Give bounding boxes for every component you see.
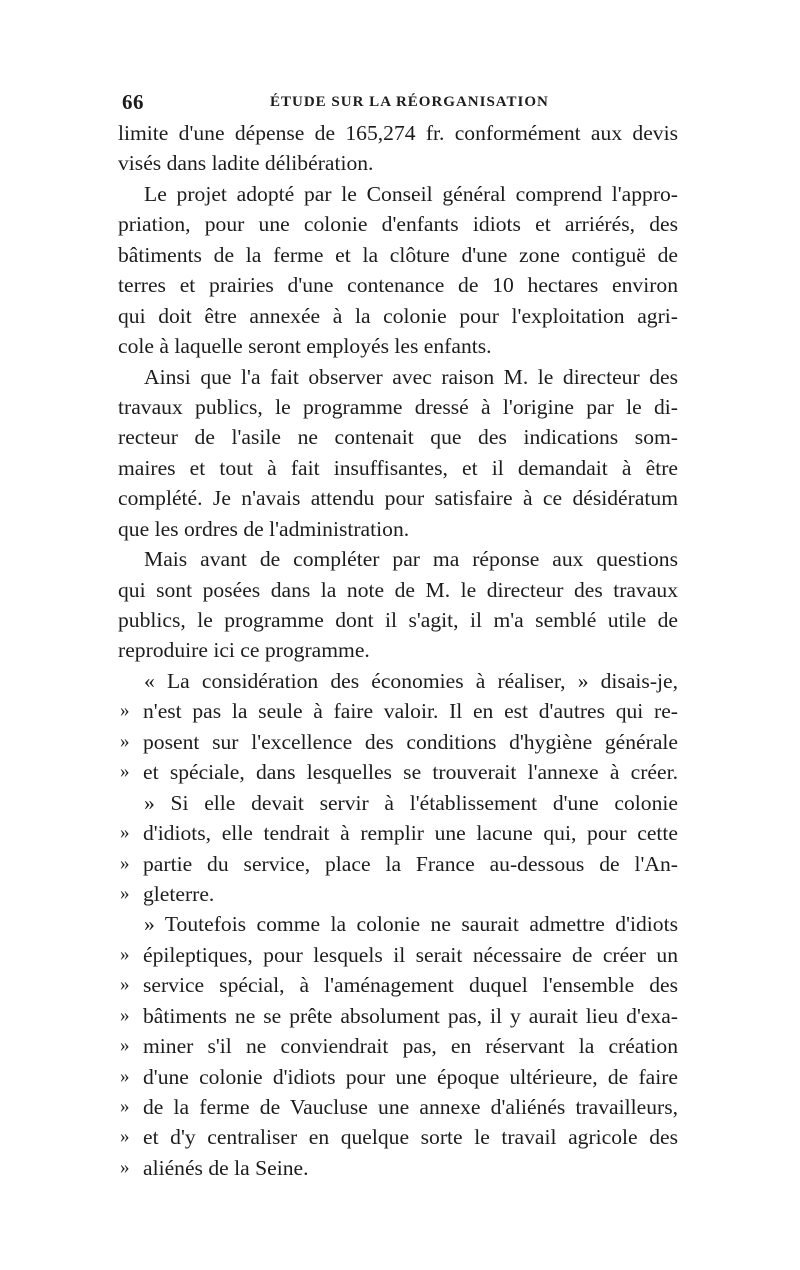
text-line xyxy=(118,727,678,757)
quote-continuation-mark: » xyxy=(120,1035,130,1057)
line-text: bâtiments de la ferme et la clôture d'une zone contiguë de xyxy=(118,242,678,267)
line-text: service spécial, à l'aménagement duquel l'ensemble des xyxy=(143,973,678,998)
text-line xyxy=(118,666,678,696)
text-line xyxy=(118,514,678,544)
text-line xyxy=(118,1062,678,1092)
page-number: 66 xyxy=(122,90,144,114)
quote-continuation-mark: » xyxy=(120,1065,130,1087)
line-text: bâtiments ne se prête absolument pas, il y aurait lieu d'exa- xyxy=(143,1003,678,1028)
text-line xyxy=(118,575,678,605)
text-line xyxy=(118,788,678,818)
quote-continuation-mark: » xyxy=(120,943,130,965)
text-line xyxy=(118,940,678,970)
line-text: Ainsi que l'a fait observer avec raison M. le directeur des xyxy=(144,364,678,389)
line-text: n'est pas la seule à faire valoir. Il en est d'autres qui re- xyxy=(143,699,678,724)
line-text: de la ferme de Vaucluse une annexe d'aliénés travailleurs, xyxy=(143,1095,678,1119)
quote-continuation-mark: » xyxy=(120,852,130,874)
line-text: d'une colonie d'idiots pour une époque ultérieure, de faire xyxy=(143,1064,678,1089)
line-text: cole à laquelle seront employés les enfants. xyxy=(118,334,492,359)
text-line xyxy=(118,1092,678,1122)
line-text: complété. Je n'avais attendu pour satisfaire à ce désidératum xyxy=(118,486,678,511)
line-text: Le projet adopté par le Conseil général comprend l'appro- xyxy=(144,181,678,206)
line-text: recteur de l'asile ne contenait que des indications som- xyxy=(118,425,678,450)
quote-continuation-mark: » xyxy=(120,761,130,783)
line-text: d'idiots, elle tendrait à remplir une lacune qui, pour cette xyxy=(143,821,678,846)
line-text: publics, le programme dont il s'agit, il m'a semblé utile de xyxy=(118,608,678,632)
text-line xyxy=(118,909,678,939)
line-text: et d'y centraliser en quelque sorte le travail agricole des xyxy=(143,1125,678,1150)
text-line xyxy=(118,757,678,787)
quote-continuation-mark: » xyxy=(120,882,130,904)
text-line xyxy=(118,240,678,270)
text-line xyxy=(118,1031,678,1061)
text-line xyxy=(118,544,678,574)
line-text: Mais avant de compléter par ma réponse aux questions xyxy=(144,547,678,572)
line-text: maires et tout à fait insuffisantes, et il demandait à être xyxy=(118,455,678,480)
line-text: » Toutefois comme la colonie ne saurait admettre d'idiots xyxy=(144,912,678,937)
text-line xyxy=(118,818,678,848)
quote-continuation-mark: » xyxy=(120,730,130,752)
text-line xyxy=(118,148,678,178)
line-text: » Si elle devait servir à l'établissement d'une colonie xyxy=(144,790,678,815)
text-line xyxy=(118,118,678,148)
text-line xyxy=(118,483,678,513)
running-head: ÉTUDE SUR LA RÉORGANISATION xyxy=(270,94,549,110)
line-text: limite d'une dépense de 165,274 fr. conformément aux devis xyxy=(118,121,678,145)
text-line xyxy=(118,879,678,909)
line-text: miner s'il ne conviendrait pas, en réservant la création xyxy=(143,1034,678,1059)
line-text: épileptiques, pour lesquels il serait nécessaire de créer un xyxy=(143,942,678,967)
line-text: reproduire ici ce programme. xyxy=(118,638,370,663)
text-line xyxy=(118,270,678,300)
text-line xyxy=(118,179,678,209)
line-text: travaux publics, le programme dressé à l'origine par le di- xyxy=(118,394,678,419)
text-line xyxy=(118,605,678,635)
quote-continuation-mark: » xyxy=(120,1004,130,1026)
text-line xyxy=(118,209,678,239)
text-line xyxy=(118,1001,678,1031)
quote-continuation-mark: » xyxy=(120,822,130,844)
line-text: « La considération des économies à réaliser, » disais-je, xyxy=(144,668,678,693)
text-line xyxy=(118,362,678,392)
quote-continuation-mark: » xyxy=(120,700,130,722)
text-line xyxy=(118,422,678,452)
quote-continuation-mark: » xyxy=(120,974,130,996)
text-line xyxy=(118,1153,678,1183)
text-line xyxy=(118,635,678,665)
line-text: posent sur l'excellence des conditions d'hygiène générale xyxy=(143,729,678,754)
line-text: que les ordres de l'administration. xyxy=(118,516,410,541)
line-text: terres et prairies d'une contenance de 10 hectares environ xyxy=(118,273,678,298)
line-text: partie du service, place la France au-dessous de l'An- xyxy=(143,851,678,876)
quote-continuation-mark: » xyxy=(120,1156,130,1178)
text-line xyxy=(118,392,678,422)
line-text: qui sont posées dans la note de M. le directeur des travaux xyxy=(118,577,678,602)
text-line xyxy=(118,696,678,726)
quote-continuation-mark: » xyxy=(120,1126,130,1148)
line-text: gleterre. xyxy=(143,881,215,906)
line-text: aliénés de la Seine. xyxy=(143,1155,309,1180)
line-text: visés dans ladite délibération. xyxy=(118,151,374,176)
page-header xyxy=(122,86,682,120)
line-text: qui doit être annexée à la colonie pour l'exploitation agri- xyxy=(118,303,678,328)
line-text: et spéciale, dans lesquelles se trouverait l'annexe à créer. xyxy=(143,760,678,785)
text-line xyxy=(118,301,678,331)
text-line xyxy=(118,849,678,879)
quote-continuation-mark: » xyxy=(120,1096,130,1117)
text-line xyxy=(118,970,678,1000)
text-line xyxy=(118,453,678,483)
body-text xyxy=(118,118,678,1183)
text-line xyxy=(118,1122,678,1152)
line-text: priation, pour une colonie d'enfants idiots et arriérés, des xyxy=(118,212,678,237)
text-line xyxy=(118,331,678,361)
